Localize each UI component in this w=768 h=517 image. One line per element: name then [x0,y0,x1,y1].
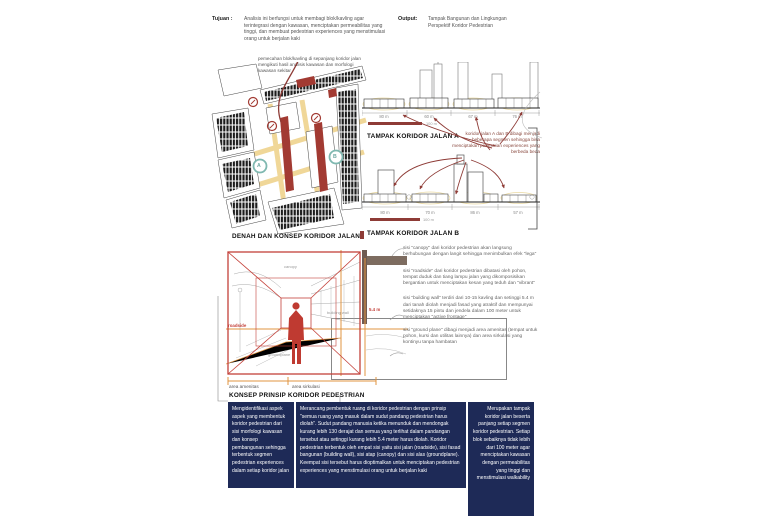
output-text: Tampak Bangunan dan Lingkungan Perspektif Koridor Pedestrian [428,16,507,29]
elevation-b-title: TAMPAK KORIDOR JALAN B [367,230,460,237]
site-plan-map [210,62,368,234]
perspective-title: KONSEP PRINSIP KORIDOR PEDESTRIAN [229,392,365,399]
corridor-perspective-drawing [226,246,408,382]
tujuan-text: Analisis ini berfungsi untuk membagi blok/kavling agar terintegrasi dengan kawasan, menciptakan permeabilitas yang tinggi, dan membuat pedestrian experiences yang menstimulasi orang untuk berjalan kaki [244,16,386,42]
groundplane-label: groundplane [268,352,291,357]
orange-guides [226,250,408,376]
method-panel-identify: Mengidentifikasi aspek aspek yang membentuk koridor pedestrian dari sisi morfologi kawasan dan konsep pembangunan sehingga terbentuk segmen pedestrian experiences dalam setiap koridor jalan [228,402,294,488]
elevation-a-drawing [362,62,540,118]
section-marker [360,231,364,239]
height-dimension-label: 5.4 m [369,307,381,312]
area-sirkulasi-label: area sirkulasi [292,384,320,389]
scalebar-a [368,122,422,125]
elev-b-seg-4: 57 m [513,210,523,215]
corner-bar-horizontal [367,256,407,265]
scalebar-b [370,218,420,221]
map-title: DENAH DAN KONSEP KORIDOR JALAN [232,233,361,240]
scalebar-a-label: 100 m [426,121,437,126]
map-marker-a: A [257,163,261,169]
method-panel-design: Merancang pembentuk ruang di koridor pedestrian dengan prinsip "semua ruang yang masuk dalam sudut pandang pedestrian harus diolah". Sudut pandang manusia ketika menunduk dan mendongak kurang lebih 130 derajat dan semua yang terlihat dalam pandangan tersebut atau setinggi kurang lebih 5.4 meter harus diolah. Koridor pedestrian terbentuk oleh empat sisi yaitu sisi jalan (roadside), sisi fasad bangunan (building wall), sisi atap (canopy) dan sisi alas (groundplane). Keempat sisi tersebut harus dioptimalkan untuk menciptakan pedestrian experiences yang menstimulasi orang untuk berjalan kaki [296,402,466,488]
elevation-a-title: TAMPAK KORIDOR JALAN A [367,133,459,140]
elev-a-seg-2: 60 m [424,114,434,119]
pedestrian-figure [288,302,304,364]
note-roadside: sisi "roadside" dari koridor pedestrian dibatasi oleh pohon, tempat duduk dan tiang lampu jalan yang dikomposisikan bergantian untuk menciptakan kesan yang teduh dan "vibrant" [403,269,535,287]
building-wall-label: building wall [327,310,349,315]
elev-b-seg-3: 86 m [470,210,480,215]
elev-a-seg-4: 76 m [512,114,522,119]
note-building-wall: sisi "building wall" terdiri dari 10-15 kavling dan setinggi 5.4 m dari tanah diolah menjadi fasad yang atraktif dan mempunyai setidaknya 15 pintu dan jendela dalam 100 meter untuk menciptakan "active frontage" [403,296,534,320]
principle-notes [403,246,541,346]
roadside-label: roadside [228,323,247,328]
note-ground-plane: sisi "ground plane" dibagi menjadi area amenitas (tempat untuk pohon, kursi dan utilitas lainnya) dan area sirkulasi yang kontinyu tanpa hambatan [403,327,538,346]
elev-a-seg-1: 80 m [379,114,389,119]
scalebar-b-label: 100 m [423,217,434,222]
shopfront-rows-a [364,98,538,108]
segment-annotation: koridor jalan A dan B dibagi menjadi beberapa segmen sehingga bisa menciptakan pedestrian experiences yang berbeda beda [452,131,540,154]
elev-a-seg-3: 67 m [468,114,478,119]
area-amenitas-label: area amenitas [229,384,259,389]
method-panel-output: Merupakan tampak koridor jalan beserta panjang setiap segmen koridor pedestrian. Setiap blok sebaiknya tidak lebih dari 100 meter agar menciptakan kawasan dengan permeabilitas yang tinggi dan menstimulasi walkability [468,402,534,516]
elev-b-seg-2: 70 m [425,210,435,215]
map-marker-b: B [333,154,337,160]
elevation-b-drawing [362,150,540,210]
note-canopy: sisi "canopy" dari koridor pedestrian akan langsung berhubungan dengan langit sehingga menimbulkan efek "lega" [403,246,537,258]
map-annotation: pemecahan blok/kavling di sepanjang koridor jalan mengikuti hasil analisis kawasan dan morfologi kawasan sekitar [258,56,361,73]
elev-b-seg-1: 80 m [380,210,390,215]
canopy-label: canopy [284,264,297,269]
output-label: Output: [398,16,418,22]
tujuan-label: Tujuan : [212,16,233,22]
